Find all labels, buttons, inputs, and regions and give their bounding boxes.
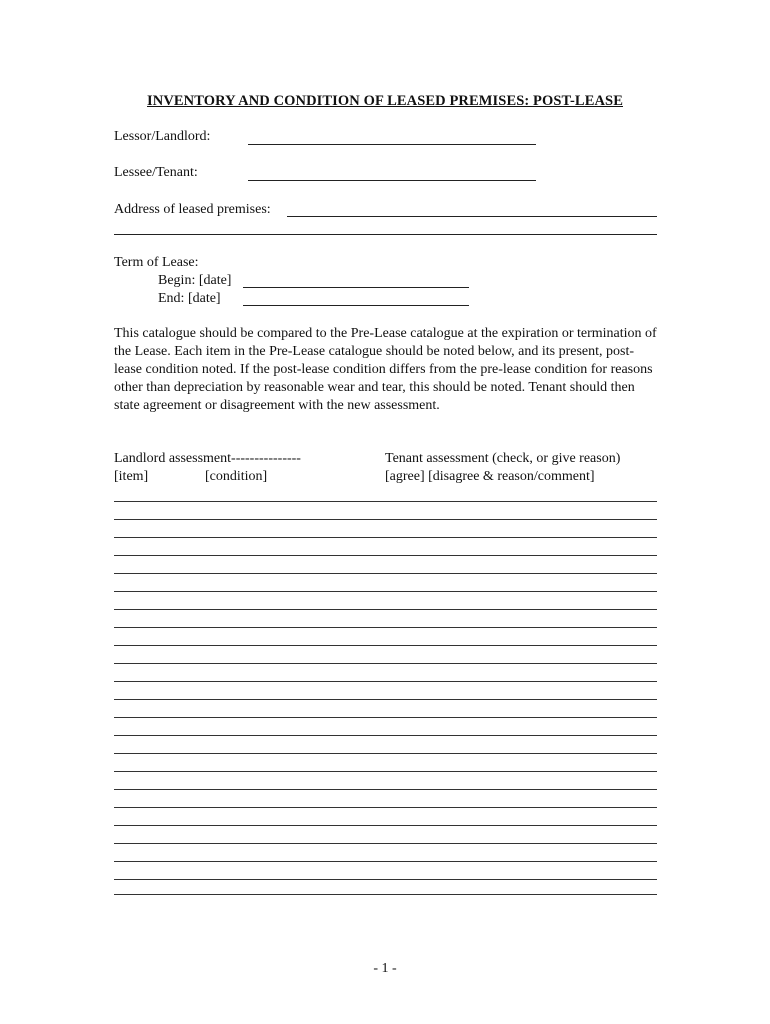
lessor-blank[interactable] <box>248 144 536 145</box>
entry-line[interactable] <box>114 519 657 520</box>
condition-column-label: [condition] <box>205 469 268 484</box>
entry-line[interactable] <box>114 699 657 700</box>
entry-line[interactable] <box>114 807 657 808</box>
tenant-assessment-heading: Tenant assessment (check, or give reason) <box>385 451 621 466</box>
entry-line[interactable] <box>114 894 657 895</box>
begin-label: Begin: [date] <box>158 273 232 288</box>
entry-line[interactable] <box>114 609 657 610</box>
item-column-label: [item] <box>114 469 149 484</box>
address-blank-2[interactable] <box>114 234 657 235</box>
entry-line[interactable] <box>114 627 657 628</box>
entry-line[interactable] <box>114 555 657 556</box>
entry-line[interactable] <box>114 681 657 682</box>
entry-line[interactable] <box>114 591 657 592</box>
entry-line[interactable] <box>114 825 657 826</box>
address-blank-1[interactable] <box>287 216 657 217</box>
agree-column-label: [agree] [disagree & reason/comment] <box>385 469 595 484</box>
entry-line[interactable] <box>114 789 657 790</box>
page-number: - 1 - <box>373 961 397 976</box>
lessee-blank[interactable] <box>248 180 536 181</box>
entry-line[interactable] <box>114 717 657 718</box>
document-title: INVENTORY AND CONDITION OF LEASED PREMISES: POST-LEASE <box>147 93 623 109</box>
instructions-paragraph: This catalogue should be compared to the Pre-Lease catalogue at the expiration or termination of the Lease. Each item in the Pre-Lease catalogue should be noted below, and its present, post-lease condition noted. If the post-lease condition differs from the pre-lease condition for reasons other than depreciation by reasonable wear and tear, this should be noted. Tenant should then state agreement or disagreement with the new assessment. <box>114 326 657 413</box>
landlord-assessment-heading: Landlord assessment--------------- <box>114 451 301 466</box>
entry-line[interactable] <box>114 735 657 736</box>
entry-line[interactable] <box>114 753 657 754</box>
lessor-label: Lessor/Landlord: <box>114 129 211 144</box>
begin-date-blank[interactable] <box>243 287 469 288</box>
entry-line[interactable] <box>114 771 657 772</box>
end-label: End: [date] <box>158 291 221 306</box>
entry-line[interactable] <box>114 879 657 880</box>
term-label: Term of Lease: <box>114 255 199 270</box>
entry-line[interactable] <box>114 573 657 574</box>
entry-line[interactable] <box>114 663 657 664</box>
entry-line[interactable] <box>114 645 657 646</box>
entry-line[interactable] <box>114 843 657 844</box>
address-label: Address of leased premises: <box>114 202 271 217</box>
end-date-blank[interactable] <box>243 305 469 306</box>
entry-line[interactable] <box>114 501 657 502</box>
entry-line[interactable] <box>114 861 657 862</box>
entry-line[interactable] <box>114 537 657 538</box>
lessee-label: Lessee/Tenant: <box>114 165 198 180</box>
